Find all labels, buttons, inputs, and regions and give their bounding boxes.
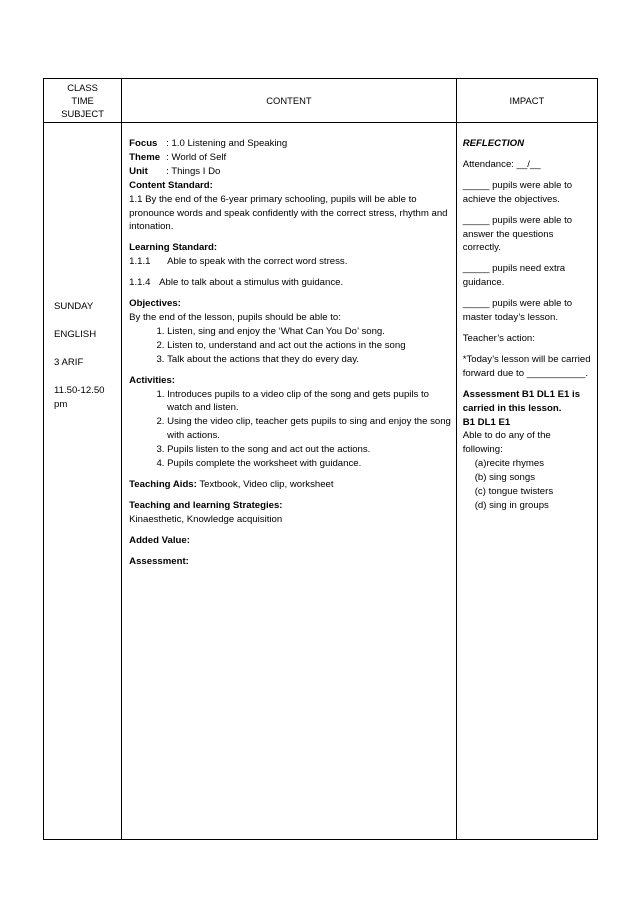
attendance-text: Attendance: __/__	[462, 158, 541, 170]
objective-item: 1. Listen, sing and enjoy the ‘What Can You Do’ song.	[167, 325, 452, 339]
header-content: CONTENT	[122, 79, 457, 123]
objectives-intro: By the end of the lesson, pupils should be able to:	[129, 311, 341, 323]
ls1-text: Able to speak with the correct word stress.	[167, 256, 348, 268]
unit-line	[129, 165, 452, 179]
ls2-code: 1.1.4	[129, 277, 151, 289]
content-cell	[122, 123, 457, 840]
focus-line	[129, 137, 452, 151]
reflection-line-4: _____ pupils were able to master today’s lesson.	[462, 298, 573, 324]
header-impact: IMPACT	[456, 79, 597, 123]
teaching-aids-value: Textbook, Video clip, worksheet	[196, 478, 334, 490]
reflection-heading: REFLECTION	[462, 138, 525, 149]
subject-text: ENGLISH	[54, 328, 97, 340]
teaching-aids-line	[129, 478, 452, 492]
assessment-statement: Assessment B1 DL1 E1 is carried in this lesson.	[462, 388, 581, 414]
learning-standard-2	[129, 276, 452, 290]
activity-item: 3. Pupils listen to the song and act out the actions.	[167, 443, 452, 457]
reflection-line-3: _____ pupils need extra guidance.	[462, 263, 566, 289]
theme-line	[129, 151, 452, 165]
option-item: (c) tongue twisters	[474, 486, 554, 498]
time-suffix: pm	[54, 398, 68, 410]
header-class: CLASS	[67, 81, 98, 93]
learning-standard-label: Learning Standard:	[129, 242, 218, 254]
lesson-plan-table	[43, 78, 598, 840]
strategies-value: Kinaesthetic, Knowledge acquisition	[129, 513, 283, 525]
class-text: 3 ARIF	[54, 356, 84, 368]
reflection-line-1: _____ pupils were able to achieve the objectives.	[462, 179, 573, 205]
objectives-label: Objectives:	[129, 298, 181, 310]
unit-value: : Things I Do	[166, 165, 221, 177]
carried-forward-text: *Today’s lesson will be carried forward due to ___________.	[462, 353, 591, 379]
objective-item: 2. Listen to, understand and act out the actions in the song	[167, 339, 452, 353]
impact-cell	[456, 123, 597, 840]
objectives-list	[129, 325, 452, 367]
option-item: (b) sing songs	[474, 472, 535, 484]
time-text: 11.50-12.50	[54, 384, 105, 396]
unit-label: Unit	[129, 165, 148, 177]
objective-item: 3. Talk about the actions that they do every day.	[167, 353, 452, 367]
day-text: SUNDAY	[54, 301, 94, 312]
teaching-aids-label: Teaching Aids:	[129, 478, 197, 490]
activity-item: 2. Using the video clip, teacher gets pupils to sing and enjoy the song with actions.	[167, 415, 452, 443]
activities-label: Activities:	[129, 374, 175, 386]
option-item: (d) sing in groups	[474, 499, 549, 511]
header-row	[44, 79, 598, 123]
content-standard-label: Content Standard:	[129, 179, 213, 191]
option-item: (a)recite rhymes	[474, 458, 545, 470]
header-time: TIME	[71, 94, 94, 106]
assessment-label: Assessment:	[129, 555, 189, 567]
lesson-row	[44, 123, 598, 840]
assessment-options	[463, 457, 593, 513]
reflection-line-2: _____ pupils were able to answer the questions correctly.	[462, 214, 573, 254]
assessment-code: B1 DL1 E1	[462, 416, 511, 428]
theme-label: Theme	[129, 151, 161, 163]
activities-list	[129, 388, 452, 471]
class-time-subject-cell	[44, 123, 122, 840]
ls2-text: Able to talk about a stimulus with guidance.	[159, 277, 344, 289]
header-class-time-subject	[44, 79, 122, 123]
theme-value: : World of Self	[166, 151, 227, 163]
activity-item: 1. Introduces pupils to a video clip of the song and gets pupils to watch and listen.	[167, 388, 452, 416]
content-standard-text: 1.1 By the end of the 6-year primary schooling, pupils will be able to pronounce words and speak confidently with the correct stress, rhythm and intonation.	[129, 193, 448, 233]
ls1-code: 1.1.1	[129, 256, 151, 268]
teachers-action-text: Teacher’s action:	[462, 332, 535, 344]
focus-value: : 1.0 Listening and Speaking	[166, 138, 288, 149]
learning-standard-1	[129, 255, 452, 269]
strategies-label: Teaching and learning Strategies:	[129, 499, 283, 511]
added-value-label: Added Value:	[129, 534, 190, 546]
header-subject: SUBJECT	[61, 108, 104, 120]
able-to-text: Able to do any of the following:	[462, 430, 551, 456]
activity-item: 4. Pupils complete the worksheet with guidance.	[167, 457, 452, 471]
focus-label: Focus	[129, 138, 158, 149]
